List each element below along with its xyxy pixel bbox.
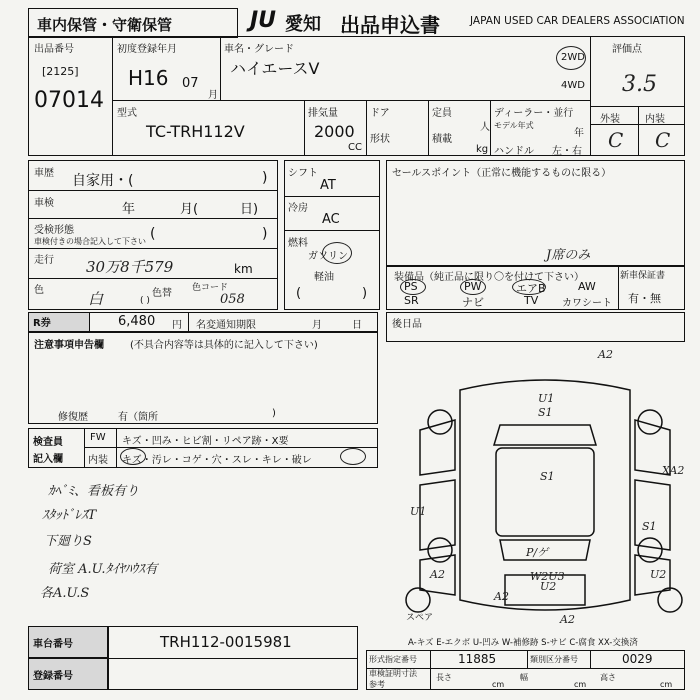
size-label: 車検証明寸法: [369, 669, 417, 678]
car-name-value: ハイエースV: [230, 59, 320, 78]
mark-a2-left: A2: [430, 568, 445, 581]
mark-a2-top: A2: [598, 350, 613, 361]
eval-label: 評価点: [612, 44, 642, 55]
notes-label: 注意事項申告欄: [34, 340, 104, 351]
ju-logo: JU: [250, 8, 277, 33]
handwritten-note: 荷室 A.U.ﾀｲﾔﾊｳｽ有: [48, 562, 158, 577]
equip-ps: PS: [404, 280, 418, 293]
spare-label: スペア: [406, 613, 434, 623]
handle-label: ハンドル: [494, 146, 534, 157]
chassis-label: 車台番号: [28, 626, 108, 658]
inspection-day: 日): [240, 202, 259, 217]
ac-label: 冷房: [288, 203, 308, 214]
handwritten-note: ｽﾀｯﾄﾞﾚｽT: [42, 508, 97, 523]
new-cert-label: 新車保証書: [620, 271, 666, 281]
handle-value: 左・右: [552, 146, 582, 157]
repair-value: 有（箇所: [118, 412, 158, 423]
doors-label: ドア: [370, 108, 390, 119]
equip-leather-seat: カワシート: [562, 298, 612, 309]
handwritten-note: ｶﾍﾞﾐ、看板有り: [48, 484, 140, 499]
mark-s1-top: S1: [538, 406, 553, 419]
fw-items: キズ・凹み・ヒビ割・リペア跡・X要: [122, 436, 289, 447]
first-reg-label: 初度登録年月: [117, 44, 177, 55]
color-code-label: 色コード: [192, 283, 229, 293]
color-label: 色: [34, 285, 44, 296]
model-value: TC-TRH112V: [146, 122, 245, 141]
first-reg-year: H16: [128, 66, 169, 90]
fuel-label: 燃料: [288, 238, 308, 249]
inspector-label-2: 記入欄: [33, 454, 63, 465]
mark-s1-mid: S1: [540, 470, 555, 483]
height-label: 高さ: [600, 673, 616, 682]
mileage-label: 走行: [34, 255, 54, 266]
doc-title: 出品申込書: [340, 13, 440, 37]
color-change-paren: ( ): [140, 296, 150, 306]
displacement-label: 排気量: [308, 108, 338, 119]
diagram-roof: [496, 448, 594, 536]
lot-sub-number: [2125]: [42, 65, 79, 78]
acceptance-label: 受検形態: [34, 225, 74, 236]
interior-row-label: 内装: [88, 455, 108, 466]
load-label: 積載: [432, 134, 452, 145]
mileage-value: 30万8千579: [86, 258, 174, 276]
type-cert-value: 11885: [458, 652, 497, 666]
interior-grade: C: [655, 128, 671, 152]
lot-label: 出品番号: [34, 44, 74, 55]
acceptance-open: (: [150, 226, 156, 242]
mark-s1-br: S1: [642, 520, 657, 533]
eval-score: 3.5: [622, 72, 657, 97]
recycle-amount: 6,480: [118, 314, 156, 329]
diagram-spare-tire: [406, 588, 430, 612]
sales-point-label: セールスポイント（正常に機能するものに限る）: [392, 168, 612, 179]
mark-u2-right: U2: [650, 568, 667, 581]
equip-aw: AW: [578, 280, 596, 293]
sales-point-handwritten: J席のみ: [546, 248, 591, 263]
fuel-diesel: 軽油: [314, 272, 334, 283]
history-label: 車歴: [34, 168, 54, 179]
org-name: 愛知: [285, 14, 321, 35]
length-label: 長さ: [436, 673, 452, 682]
car-name-label: 車名・グレード: [224, 44, 294, 55]
mark-u1-top: U1: [538, 392, 555, 405]
new-cert-value: 有・無: [628, 292, 661, 305]
repair-label: 修復歴: [58, 412, 88, 423]
class-label: 類別区分番号: [530, 655, 578, 664]
chassis-value: TRH112-0015981: [160, 633, 292, 651]
mark-u2-bottom: U2: [540, 580, 557, 593]
first-reg-month-unit: 月: [208, 90, 218, 101]
drive-2wd: 2WD: [561, 52, 585, 63]
color-code: 058: [220, 292, 245, 307]
car-damage-diagram: [400, 350, 690, 635]
exterior-label: 外装: [600, 114, 620, 125]
width-label: 幅: [520, 673, 528, 682]
equip-pw: PW: [464, 280, 482, 293]
ac-value: AC: [322, 212, 340, 227]
drive-4wd: 4WD: [561, 80, 585, 91]
model-year-label: モデル年式: [494, 121, 534, 130]
class-value: 0029: [622, 652, 653, 666]
diagram-windshield: [494, 425, 596, 445]
exterior-grade: C: [608, 128, 624, 152]
diagram-wheel-rl: [428, 538, 452, 562]
storage-title-box: [28, 8, 238, 38]
equipment-label: 装備品（純正品に限り〇を付けて下さい）: [394, 272, 584, 283]
capacity-unit: 人: [480, 122, 490, 133]
interior-label: 内装: [645, 114, 665, 125]
handwritten-note: 各A.U.S: [40, 586, 90, 601]
fuel-gasoline: ガソリン: [308, 251, 348, 262]
recycle-label: R券: [28, 312, 90, 332]
interior-items: キズ・汚レ・コゲ・穴・スレ・キレ・破レ: [122, 455, 312, 466]
model-label: 型式: [117, 108, 137, 119]
notice-label: 名変通知期限: [196, 320, 256, 331]
inspector-label-1: 検査員: [33, 437, 63, 448]
scratch-circle: [120, 448, 146, 465]
acceptance-sub: 車検付きの場合記入して下さい: [34, 237, 146, 246]
ref-label: 参考: [369, 680, 385, 689]
recycle-unit: 円: [172, 320, 182, 331]
mark-w2u3: W2U3: [530, 570, 565, 583]
color-change-label: 色替: [152, 288, 172, 299]
doc-title-en: JAPAN USED CAR DEALERS ASSOCIATION: [470, 15, 685, 27]
torn-circle: [340, 448, 366, 465]
notice-month: 月: [312, 320, 322, 331]
mark-xa2-right: XA2: [662, 464, 685, 477]
lot-number: 07014: [34, 88, 104, 113]
mark-u1-left: U1: [410, 505, 427, 518]
storage-title: 車内保管・守衛保管: [37, 16, 173, 34]
type-cert-label: 形式指定番号: [369, 655, 417, 664]
mark-a2-bottom: A2: [560, 613, 575, 626]
notice-day: 日: [352, 320, 362, 331]
diagram-wheel-rr: [638, 538, 662, 562]
dealer-label: ディーラー・並行: [494, 108, 574, 119]
equip-navi: ナビ: [462, 296, 484, 309]
fuel-close: ): [362, 286, 368, 301]
first-reg-month: 07: [182, 76, 199, 91]
reg-number-label: 登録番号: [28, 658, 108, 690]
handwritten-notes: [40, 474, 370, 604]
damage-legend: A-キズ E-エクボ U-凹み W-補修跡 S-サビ C-腐食 XX-交換済: [408, 638, 638, 648]
handwritten-note: 下廻りS: [44, 534, 92, 549]
post-items-label: 後日品: [392, 319, 422, 330]
fuel-open: (: [296, 286, 302, 301]
fw-label: FW: [90, 432, 106, 443]
shift-label: シフト: [288, 168, 318, 179]
equip-airbag: エアB: [516, 282, 546, 295]
mileage-unit: km: [234, 262, 253, 276]
mark-pi-g: P/ゲ: [526, 546, 549, 559]
diagram-wheel-extra: [658, 588, 682, 612]
model-year-unit: 年: [574, 128, 584, 139]
equip-sr: SR: [404, 294, 419, 307]
diagram-right-slide-door: [635, 480, 670, 550]
capacity-label: 定員: [432, 108, 452, 119]
inspection-label: 車検: [34, 198, 54, 209]
inspection-month: 月(: [180, 202, 199, 217]
height-unit: cm: [660, 680, 673, 689]
history-close: ): [262, 170, 268, 186]
shift-value: AT: [320, 178, 336, 193]
mark-a2-bl: A2: [494, 590, 509, 603]
inspection-year: 年: [122, 202, 136, 217]
acceptance-close: ): [262, 226, 268, 242]
width-unit: cm: [574, 680, 587, 689]
equip-tv: TV: [524, 294, 539, 307]
displacement-value: 2000: [314, 122, 355, 141]
load-unit: kg: [476, 144, 489, 155]
displacement-unit: CC: [348, 142, 362, 153]
shape-label: 形状: [370, 134, 390, 145]
notes-sub: (不具合内容等は具体的に記入して下さい): [130, 340, 318, 351]
length-unit: cm: [492, 680, 505, 689]
repair-close: ): [272, 408, 276, 419]
equipment-grid: [394, 280, 616, 308]
color-value: 白: [88, 290, 104, 308]
post-items-frame: [386, 312, 685, 342]
history-value: 自家用・(: [72, 173, 134, 189]
